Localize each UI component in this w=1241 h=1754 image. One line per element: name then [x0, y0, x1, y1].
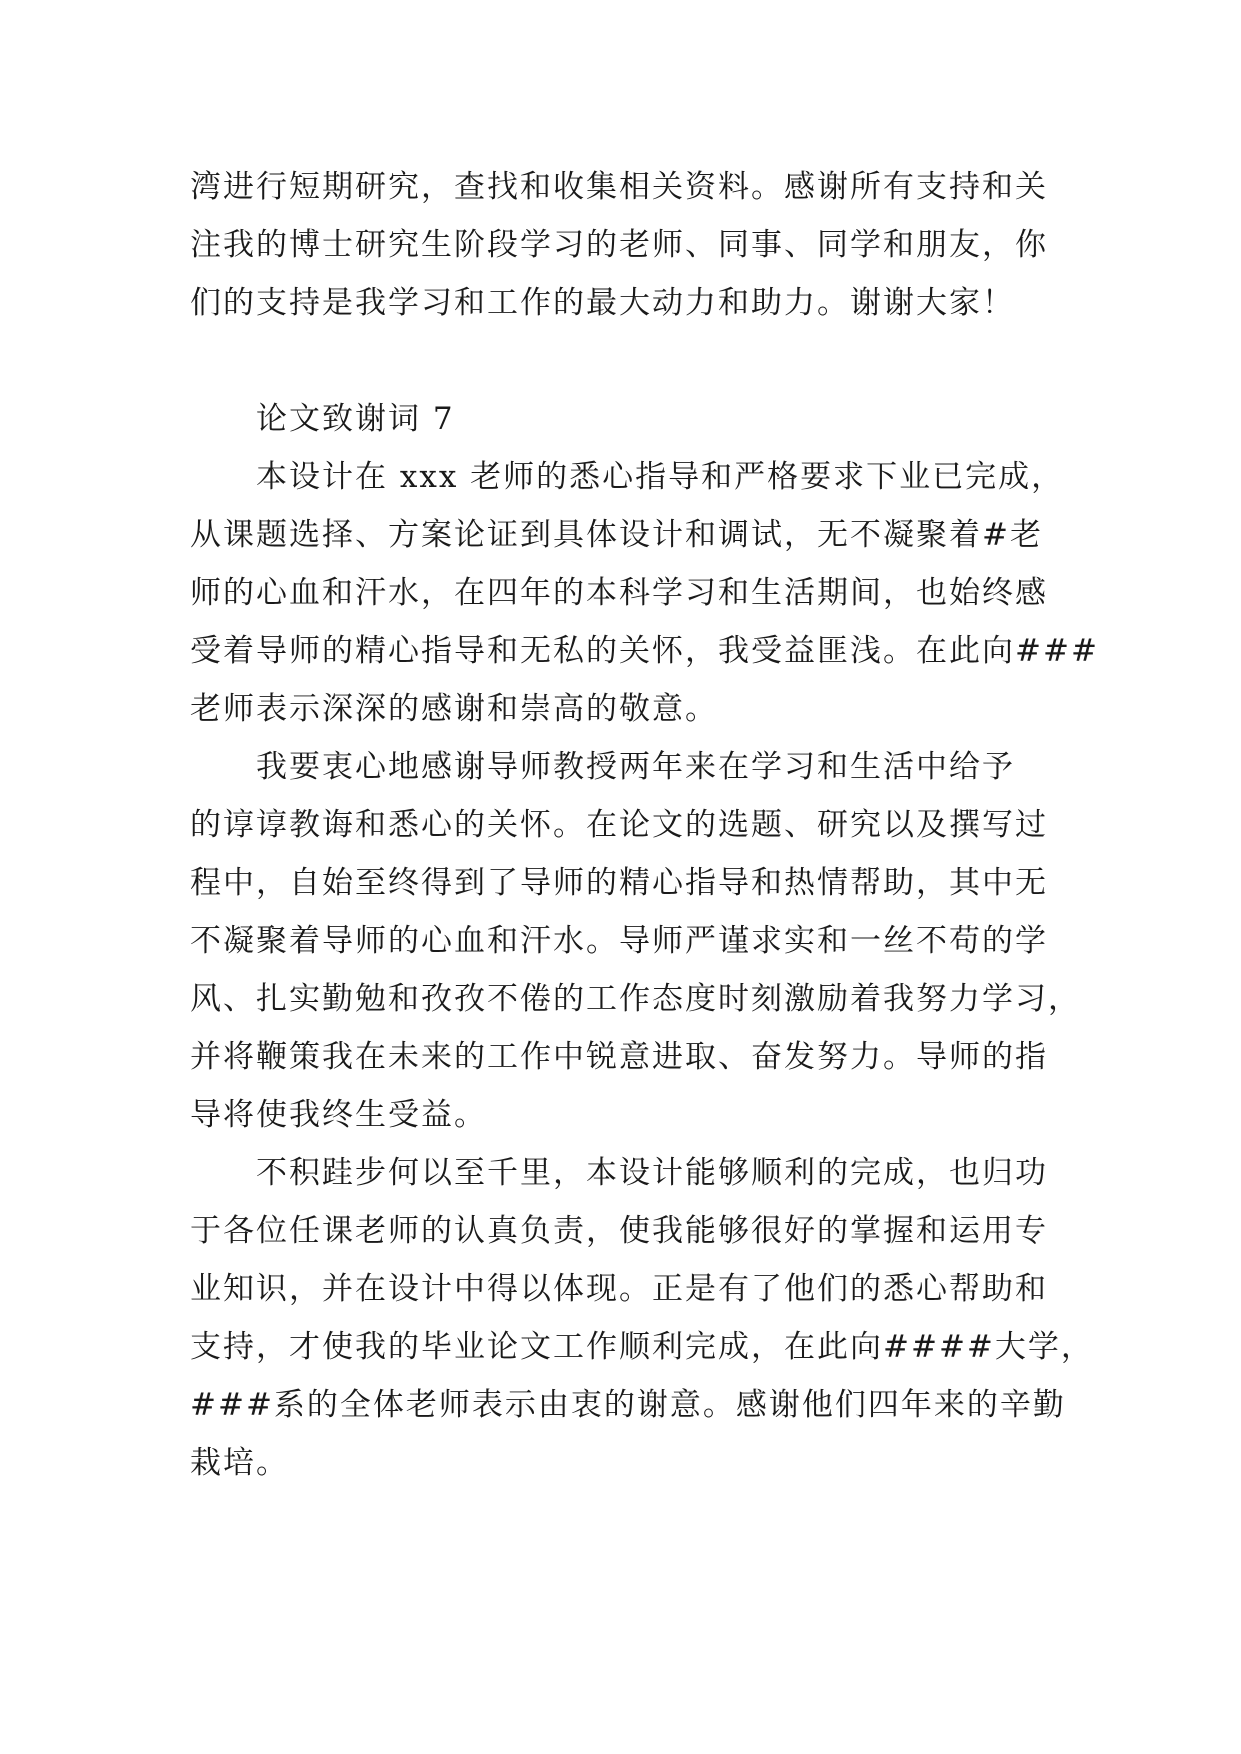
text-line: 受着导师的精心指导和无私的关怀，我受益匪浅。在此向### [190, 633, 1099, 669]
section-heading-block [190, 390, 1050, 448]
text-line: 们的支持是我学习和工作的最大动力和助力。谢谢大家！ [190, 285, 1015, 321]
text-line: ###系的全体老师表示由衷的谢意。感谢他们四年来的辛勤 [190, 1387, 1066, 1423]
text-line: 程中，自始至终得到了导师的精心指导和热情帮助，其中无 [190, 865, 1048, 901]
text-line: 师的心血和汗水，在四年的本科学习和生活期间，也始终感 [190, 575, 1048, 611]
text-line: 从课题选择、方案论证到具体设计和调试，无不凝聚着#老 [190, 517, 1043, 553]
text-line: 于各位任课老师的认真负责，使我能够很好的掌握和运用专 [190, 1213, 1048, 1249]
text-line: 不凝聚着导师的心血和汗水。导师严谨求实和一丝不苟的学 [190, 923, 1048, 959]
paragraph-3 [190, 1144, 1094, 1492]
text-line: 业知识，并在设计中得以体现。正是有了他们的悉心帮助和 [190, 1271, 1048, 1307]
text-line: 不积跬步何以至千里，本设计能够顺利的完成，也归功 [256, 1155, 1048, 1191]
text-line: 本设计在 xxx 老师的悉心指导和严格要求下业已完成， [256, 459, 1065, 495]
text-line: 风、扎实勤勉和孜孜不倦的工作态度时刻激励着我努力学习， [190, 981, 1081, 1017]
text-line: 并将鞭策我在未来的工作中锐意进取、奋发努力。导师的指 [190, 1039, 1048, 1075]
text-line: 注我的博士研究生阶段学习的老师、同事、同学和朋友，你 [190, 227, 1048, 263]
paragraph-2 [190, 738, 1081, 1144]
text-line: 导将使我终生受益。 [190, 1097, 487, 1133]
intro-paragraph [190, 158, 1050, 332]
section-heading: 论文致谢词 7 [256, 401, 455, 437]
text-line: 支持，才使我的毕业论文工作顺利完成，在此向####大学， [190, 1329, 1094, 1365]
paragraph-1 [190, 448, 1099, 738]
text-line: 栽培。 [190, 1445, 289, 1481]
text-line: 老师表示深深的感谢和崇高的敬意。 [190, 691, 718, 727]
text-line: 我要衷心地感谢导师教授两年来在学习和生活中给予 [256, 749, 1015, 785]
text-line: 湾进行短期研究，查找和收集相关资料。感谢所有支持和关 [190, 169, 1048, 205]
text-line: 的谆谆教诲和悉心的关怀。在论文的选题、研究以及撰写过 [190, 807, 1048, 843]
